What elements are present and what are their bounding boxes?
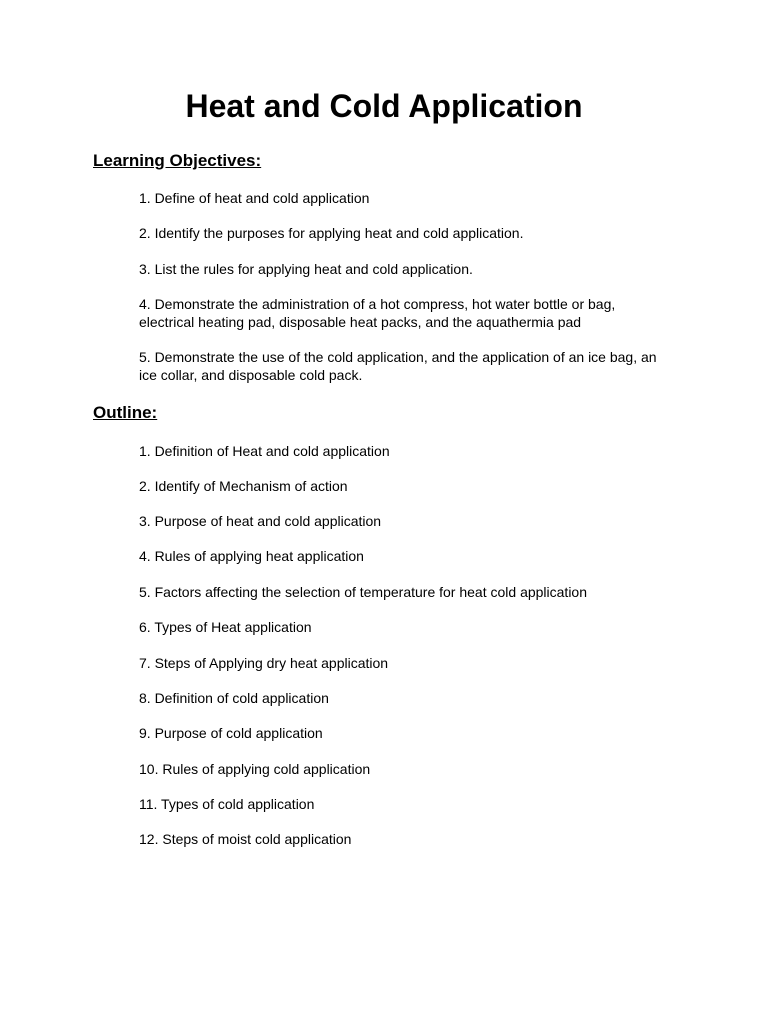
outline-item: 9. Purpose of cold application xyxy=(139,725,323,741)
objective-item: 2. Identify the purposes for applying heat and cold application. xyxy=(139,225,524,241)
objective-item: 1. Define of heat and cold application xyxy=(139,190,370,206)
outline-heading: Outline: xyxy=(93,403,158,422)
outline-item: 8. Definition of cold application xyxy=(139,690,329,706)
outline-item: 7. Steps of Applying dry heat application xyxy=(139,655,389,671)
outline-item: 6. Types of Heat application xyxy=(139,619,312,635)
outline-item: 12. Steps of moist cold application xyxy=(139,831,352,847)
objective-item: 3. List the rules for applying heat and cold application. xyxy=(139,261,473,277)
outline-item: 11. Types of cold application xyxy=(139,796,315,812)
document-title: Heat and Cold Application xyxy=(185,88,583,124)
outline-item: 4. Rules of applying heat application xyxy=(139,548,364,564)
outline-item: 3. Purpose of heat and cold application xyxy=(139,513,382,529)
objective-item: 5. Demonstrate the use of the cold application, and the application of an ice bag, an ice collar, and disposable cold pack. xyxy=(139,349,657,383)
outline-item: 2. Identify of Mechanism of action xyxy=(139,478,348,494)
outline-item: 10. Rules of applying cold application xyxy=(139,761,371,777)
outline-item: 1. Definition of Heat and cold application xyxy=(139,443,390,459)
outline-item: 5. Factors affecting the selection of temperature for heat cold application xyxy=(139,584,587,600)
objective-item: 4. Demonstrate the administration of a hot compress, hot water bottle or bag, electrical heating pad, disposable heat packs, and the aquathermia pad xyxy=(139,296,616,330)
learning-objectives-heading: Learning Objectives: xyxy=(93,151,262,170)
